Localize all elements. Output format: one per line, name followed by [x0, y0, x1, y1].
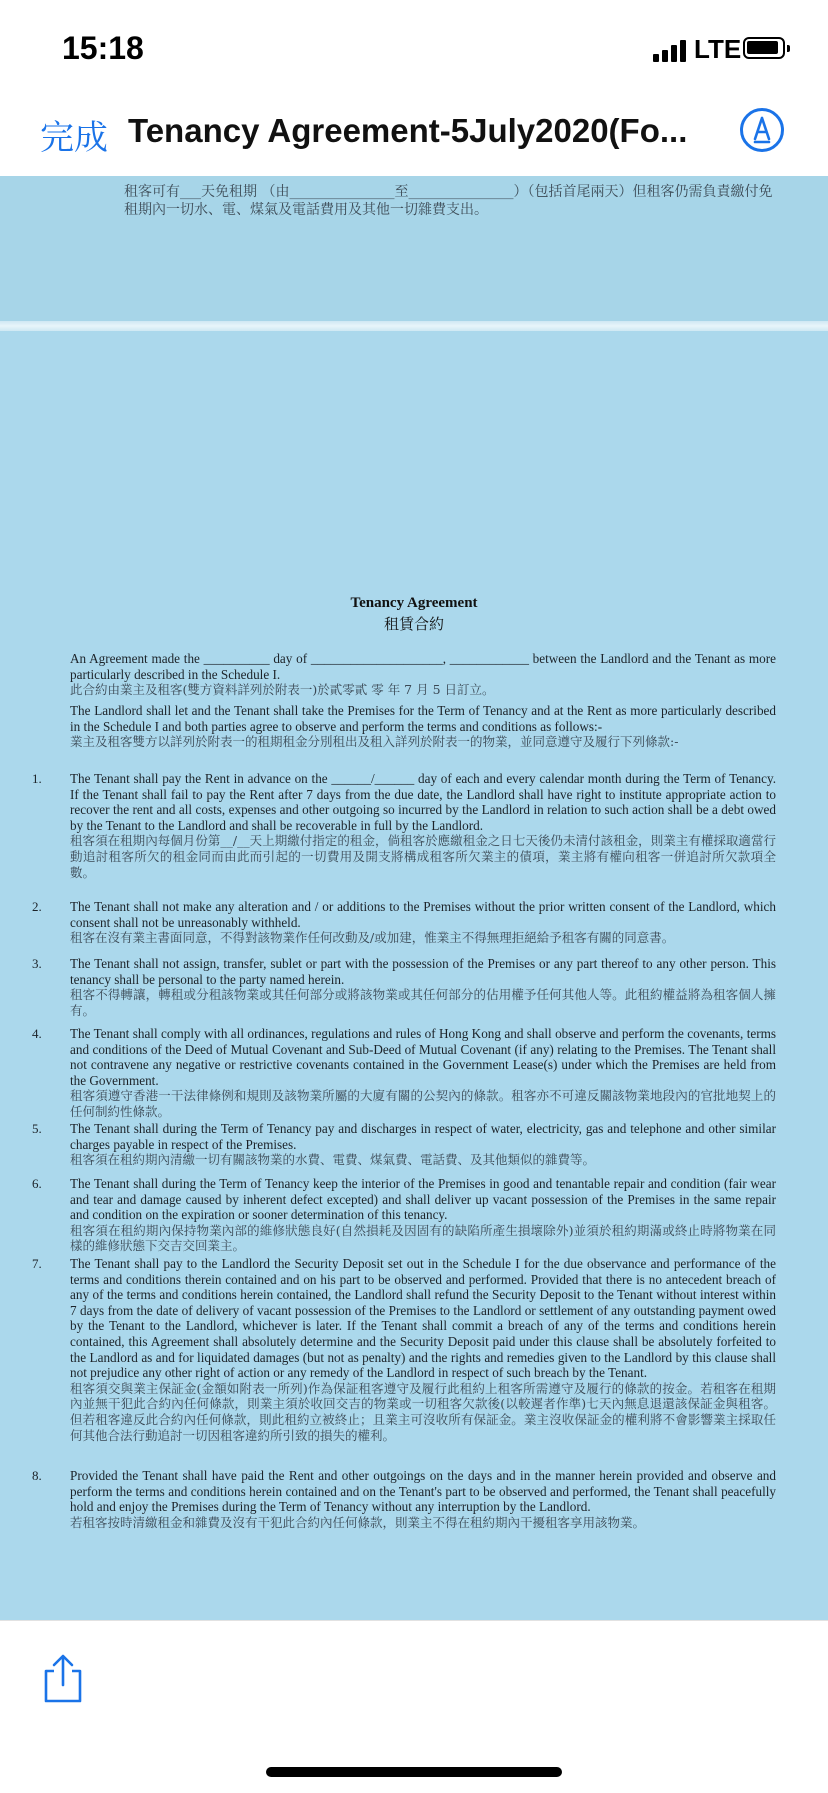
- bottom-toolbar: [0, 1620, 828, 1793]
- prev-page-line: 租客可有___天免租期 （由_______________至_______________）（包括首尾兩天）但租客仍需負責繳付免: [124, 184, 773, 200]
- clause-cn: 租客須在租期內每個月份第__/__天上期繳付指定的租金，倘租客於應繳租金之日七天後仍未清付該租金，則業主有權採取適當行動追討租客所欠的租金同而由此而引起的一切費用及開支將構成租客所欠業主的債項，業主將有權向租客一併追討所欠款項全數。: [70, 833, 776, 880]
- prev-page-line: 租期內一切水、電、煤氣及電話費用及其他一切雜費支出。: [124, 202, 488, 218]
- agreement-heading-cn: 租賃合約: [383, 615, 444, 633]
- status-time: 15:18: [62, 30, 144, 66]
- done-button[interactable]: 完成: [40, 118, 108, 158]
- clause-cn: 租客須交與業主保証金(金額如附表一所列)作為保証租客遵守及履行此租約上租客所需遵守及履行的條款的按金。若租客在租期內並無干犯此合約內任何條款，則業主須於收回交吉的物業或一切租客欠款後(以較遲者作準)七天內無息退還該保証金與租客。但若租客違反此合約內任何條款，則此租約立被終止；且業主可沒收所有保証金。業主沒收保証金的權利將不會影響業主採取任何其他合法行動追討一切因租客違約所引致的損失的權利。: [70, 1380, 776, 1443]
- clause-cn: 租客不得轉讓，轉租或分租該物業或其任何部分或將該物業或其任何部分的佔用權予任何其他人等。此租約權益將為租客個人擁有。: [70, 987, 776, 1018]
- clause-1: [70, 771, 776, 880]
- clause-number: 6.: [32, 1176, 42, 1191]
- clause-number: 5.: [32, 1121, 42, 1136]
- intro-cn: 此合約由業主及租客(雙方資料詳列於附表一)於貳零貳 零 年 7 月 5 日訂立。: [70, 682, 495, 698]
- clause-en: The Tenant shall pay to the Landlord the Security Deposit set out in the Schedule I for the due observance and performance of the terms and conditions therein contained and on his part to be observed and performed. Provided that there is no antecedent breach of any of the terms and conditions herein contained, the Landlord shall refund the Security Deposit to the Tenant without interest within 7 days from the date of delivery of vacant possession of the Premises to the Landlord or settlement of any outstanding payment owed by the Tenant to the Landlord, whichever is later. If the Tenant shall commit a breach of any of the terms and conditions herein contained, this Agreement shall absolutely determine and the Security Deposit paid under this clause shall be absolutely forfeited to the Landlord as and for liquidated damages (but not as penalty) and the rights and remedies given to the Landlord by this clause shall not prejudice any other right of action or any remedy of the Landlord in respect of such breach by the Tenant.: [70, 1256, 776, 1381]
- terms-en: The Landlord shall let and the Tenant shall take the Premises for the Term of Tenancy and at the Rent as more particularly described in the Schedule I and both parties agree to observe and perform the terms and conditions as follows:-: [70, 703, 776, 734]
- terms-cn: 業主及租客雙方以詳列於附表一的租期租金分別租出及租入詳列於附表一的物業，並同意遵守及履行下列條款:-: [70, 734, 679, 750]
- clause-5: [70, 1121, 776, 1168]
- network-type: LTE: [694, 34, 742, 64]
- clause-3: [70, 956, 776, 1018]
- document-viewer[interactable]: [0, 176, 828, 1620]
- clause-7: [70, 1256, 776, 1443]
- clause-8: [70, 1468, 776, 1530]
- clause-cn: 租客在沒有業主書面同意，不得對該物業作任何改動及/或加建，惟業主不得無理拒絕給予租客有關的同意書。: [70, 930, 675, 946]
- clause-en: The Tenant shall not make any alteration and / or additions to the Premises without the prior written consent of the Landlord, which consent shall not be unreasonably withheld.: [70, 899, 776, 930]
- clause-2: [70, 899, 776, 946]
- signal-bars-icon: [653, 38, 687, 62]
- clause-cn: 租客須在租約期內保持物業內部的維修狀態良好(自然損耗及因固有的缺陷所產生損壞除外)並須於租約期滿或終止時將物業在同樣的維修狀態下交吉交回業主。: [70, 1222, 776, 1254]
- clause-number: 3.: [32, 956, 42, 971]
- clause-4: [70, 1026, 776, 1120]
- clause-number: 1.: [32, 771, 42, 786]
- nav-bar: [0, 90, 828, 176]
- clause-6: [70, 1176, 776, 1254]
- clause-en: The Tenant shall pay the Rent in advance on the ______/______ day of each and every calendar month during the Term of Tenancy. If the Tenant shall fail to pay the Rent after 7 days from the due date, the Landlord shall have right to institute appropriate action to recover the rent and all costs, expenses and other outgoing so incurred by the Landlord in relation to such action shall be a debt owed by the Tenant to the Landlord and shall be recoverable in full by the Landlord.: [70, 771, 776, 833]
- clause-en: Provided the Tenant shall have paid the Rent and other outgoings on the days and in the manner herein provided and observe and perform the terms and conditions herein contained and on the Tenant's part to be observed and performed, the Tenant shall peacefully hold and enjoy the Premises during the Term of Tenancy without any interruption by the Landlord.: [70, 1468, 776, 1515]
- clause-number: 8.: [32, 1468, 42, 1483]
- clause-cn: 租客須遵守香港一干法律條例和規則及該物業所屬的大廈有關的公契內的條款。租客亦不可違反關該物業地段內的官批地契上的任何制約性條款。: [70, 1088, 776, 1119]
- clause-en: The Tenant shall not assign, transfer, sublet or part with the possession of the Premises or any part thereof to any other person. This tenancy shall be personal to the party named herein.: [70, 956, 776, 987]
- clause-en: The Tenant shall during the Term of Tenancy pay and discharges in respect of water, electricity, gas and telephone and other similar charges payable in respect of the Premises.: [70, 1121, 776, 1152]
- clause-en: The Tenant shall comply with all ordinances, regulations and rules of Hong Kong and shall observe and perform the covenants, terms and conditions of the Deed of Mutual Covenant and Sub-Deed of Mutual Covenant (if any) relating to the Premises. The Tenant shall not contravene any negative or restrictive covenants contained in the Government Lease(s) under which the Premises are held from the Government.: [70, 1026, 776, 1088]
- document-title: Tenancy Agreement-5July2020(Fo...: [128, 112, 688, 149]
- clause-number: 2.: [32, 899, 42, 914]
- document-page: [0, 331, 828, 1620]
- page-separator: [0, 321, 828, 331]
- previous-page-bottom: [0, 176, 828, 321]
- share-icon[interactable]: [40, 1653, 86, 1705]
- clause-en: The Tenant shall during the Term of Tenancy keep the interior of the Premises in good and tenantable repair and condition (fair wear and tear and damage caused by inherent defect excepted) and shall deliver up vacant possession of the Premises in the same repair and condition on the expiration or sooner determination of this tenancy.: [70, 1176, 776, 1223]
- status-bar: [0, 0, 828, 90]
- clause-number: 4.: [32, 1026, 42, 1041]
- agreement-heading-en: Tenancy Agreement: [350, 595, 478, 611]
- clause-number: 7.: [32, 1256, 42, 1271]
- clause-cn: 租客須在租約期內清繳一切有關該物業的水費、電費、煤氣費、電話費、及其他類似的雜費等。: [70, 1152, 596, 1168]
- intro-paragraph: [70, 651, 776, 698]
- clause-cn: 若租客按時清繳租金和雜費及沒有干犯此合約內任何條款，則業主不得在租約期內干擾租客享用該物業。: [70, 1514, 646, 1530]
- markup-pen-icon[interactable]: [740, 108, 784, 152]
- terms-paragraph: [70, 703, 776, 750]
- intro-en: An Agreement made the __________ day of ____________________, ____________ between the Landlord and the Tenant as more particularly described in the Schedule I.: [70, 651, 776, 682]
- home-indicator[interactable]: [266, 1767, 562, 1777]
- battery-icon: [743, 37, 785, 59]
